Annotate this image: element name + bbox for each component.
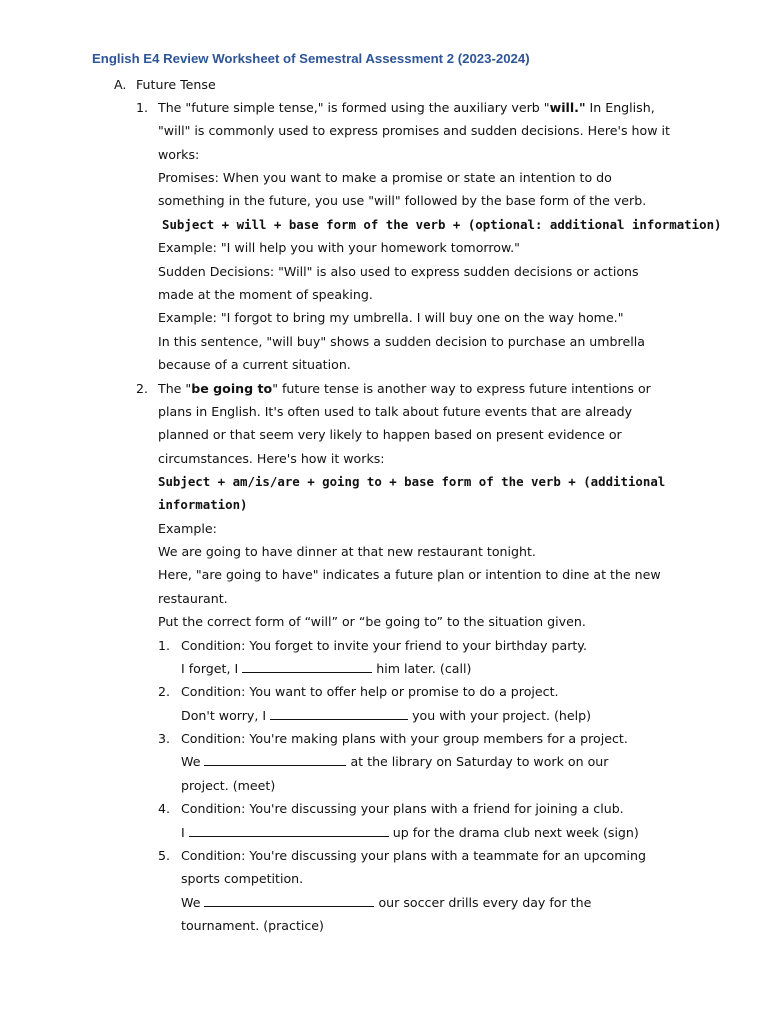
item2-line3: planned or that seem very likely to happen based on present evidence or [158, 427, 622, 442]
item2-line1-c: " future tense is another way to express future intentions or [272, 381, 651, 396]
exercise5-continuation: tournament. (practice) [181, 918, 324, 933]
exercise1-pre: I forget, I [181, 661, 239, 676]
item1-line1 [158, 100, 655, 116]
item2-line2: plans in English. It's often used to talk about future events that are already [158, 404, 633, 419]
exercise2-number: 2. [158, 684, 171, 699]
item1-keyword: will." [549, 100, 586, 115]
exercise5-sentence [181, 895, 591, 911]
exercise1-condition: Condition: You forget to invite your friend to your birthday party. [181, 638, 587, 653]
exercise4-blank[interactable] [189, 825, 389, 837]
exercise5-pre: We [181, 895, 201, 910]
item2-marker: 2. [136, 381, 149, 396]
item1-example1: Example: "I will help you with your homework tomorrow." [158, 240, 520, 255]
item1-line1-c: In English, [585, 100, 655, 115]
item2-explanation-line2: restaurant. [158, 591, 228, 606]
item1-promises-line1: Promises: When you want to make a promise or state an intention to do [158, 170, 612, 185]
exercise1-number: 1. [158, 638, 171, 653]
exercise5-condition: Condition: You're discussing your plans with a teammate for an upcoming [181, 848, 646, 863]
item1-sudden-line2: made at the moment of speaking. [158, 287, 373, 302]
exercise4-condition: Condition: You're discussing your plans with a friend for joining a club. [181, 801, 624, 816]
exercise4-post: up for the drama club next week (sign) [392, 825, 639, 840]
exercise2-sentence [181, 708, 591, 724]
item1-marker: 1. [136, 100, 149, 115]
exercise1-sentence [181, 661, 471, 677]
section-heading: Future Tense [136, 77, 216, 92]
exercise2-blank[interactable] [270, 708, 408, 720]
item2-formula-line1: Subject + am/is/are + going to + base form of the verb + (additional [158, 474, 666, 489]
exercise1-post: him later. (call) [376, 661, 472, 676]
page-title: English E4 Review Worksheet of Semestral Assessment 2 (2023-2024) [92, 51, 530, 66]
exercise3-condition: Condition: You're making plans with your group members for a project. [181, 731, 628, 746]
exercise2-condition: Condition: You want to offer help or promise to do a project. [181, 684, 559, 699]
item1-line1-a: The "future simple tense," is formed using the auxiliary verb " [158, 100, 550, 115]
item2-line4: circumstances. Here's how it works: [158, 451, 385, 466]
exercise3-sentence [181, 754, 608, 770]
item2-explanation-line1: Here, "are going to have" indicates a future plan or intention to dine at the new [158, 567, 661, 582]
item1-formula: Subject + will + base form of the verb + (optional: additional information) [162, 217, 722, 232]
exercise4-sentence [181, 825, 639, 841]
item2-formula-line2: information) [158, 497, 248, 512]
item1-promises-line2: something in the future, you use "will" followed by the base form of the verb. [158, 193, 647, 208]
item1-explanation-line1: In this sentence, "will buy" shows a sudden decision to purchase an umbrella [158, 334, 645, 349]
exercise3-continuation: project. (meet) [181, 778, 276, 793]
exercise5-condition-line2: sports competition. [181, 871, 304, 886]
exercise1-blank[interactable] [242, 661, 372, 673]
item2-line1 [158, 381, 651, 397]
item2-keyword: be going to [191, 381, 273, 396]
exercise3-blank[interactable] [204, 754, 346, 766]
item1-explanation-line2: because of a current situation. [158, 357, 351, 372]
item1-example2: Example: "I forgot to bring my umbrella. I will buy one on the way home." [158, 310, 624, 325]
item1-line2: "will" is commonly used to express promises and sudden decisions. Here's how it [158, 123, 670, 138]
exercise3-post: at the library on Saturday to work on our [350, 754, 609, 769]
exercise5-number: 5. [158, 848, 171, 863]
exercise-instruction: Put the correct form of “will” or “be going to” to the situation given. [158, 614, 586, 629]
exercise2-pre: Don't worry, I [181, 708, 267, 723]
exercise4-pre: I [181, 825, 185, 840]
exercise4-number: 4. [158, 801, 171, 816]
exercise5-blank[interactable] [204, 895, 374, 907]
item1-sudden-line1: Sudden Decisions: "Will" is also used to express sudden decisions or actions [158, 264, 639, 279]
exercise3-number: 3. [158, 731, 171, 746]
item2-line1-a: The " [158, 381, 192, 396]
exercise2-post: you with your project. (help) [412, 708, 592, 723]
section-marker: A. [114, 77, 127, 92]
item2-example: We are going to have dinner at that new restaurant tonight. [158, 544, 536, 559]
item1-line3: works: [158, 147, 200, 162]
exercise5-post: our soccer drills every day for the [378, 895, 592, 910]
item2-example-label: Example: [158, 521, 217, 536]
exercise3-pre: We [181, 754, 201, 769]
